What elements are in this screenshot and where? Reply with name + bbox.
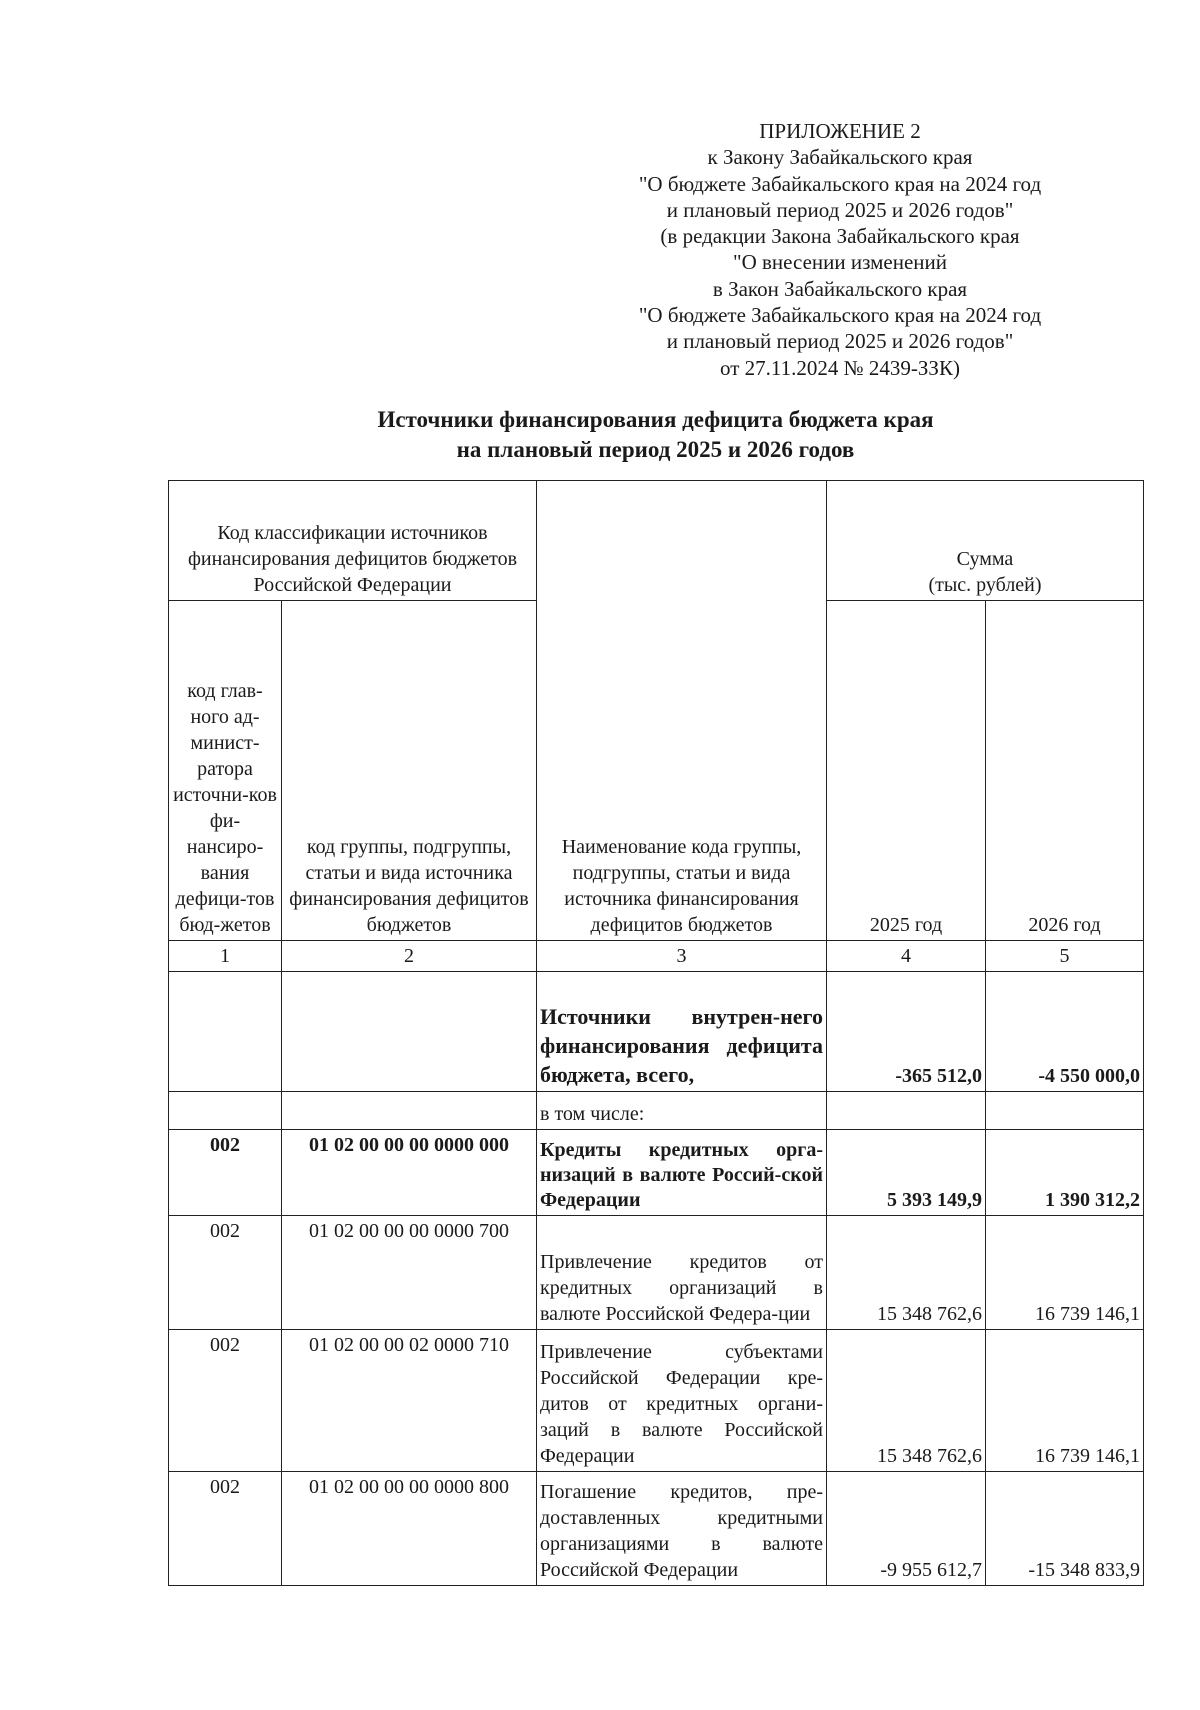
source-code-cell: 01 02 00 00 00 0000 000: [282, 1130, 537, 1216]
amount-2026-cell: 1 390 312,2: [986, 1130, 1144, 1216]
header-sum-label: Сумма: [956, 548, 1014, 570]
source-code-cell: 01 02 00 00 00 0000 800: [282, 1472, 537, 1586]
appendix-line: в Закон Забайкальского края: [712, 276, 968, 301]
table-row: [169, 972, 1144, 1092]
appendix-line: и плановый период 2025 и 2026 годов": [666, 197, 1014, 222]
amount-2025-cell: 5 393 149,9: [827, 1130, 986, 1216]
amount-2025-cell: [827, 1092, 986, 1130]
source-code-cell: [282, 1092, 537, 1130]
appendix-line: от 27.11.2024 № 2439-ЗЗК): [720, 355, 960, 380]
header-sum: [827, 481, 1144, 601]
amount-2025-cell: -9 955 612,7: [827, 1472, 986, 1586]
header-code: код группы, подгруппы, статьи и вида источника финансирования дефицитов бюджетов: [282, 601, 537, 941]
column-number: 5: [986, 941, 1144, 972]
appendix-line: "О бюджете Забайкальского края на 2024 год: [638, 171, 1042, 196]
appendix-header: [560, 118, 1120, 381]
header-name: Наименование кода группы, подгруппы, статьи и вида источника финансирования дефицитов бюджетов: [537, 481, 827, 941]
column-number: 2: [282, 941, 537, 972]
amount-2025-cell: 15 348 762,6: [827, 1330, 986, 1472]
header-year-2026: 2026 год: [986, 601, 1144, 941]
financing-sources-table: [168, 480, 1144, 1586]
amount-2026-cell: 16 739 146,1: [986, 1330, 1144, 1472]
table-row: [169, 1330, 1144, 1472]
table-row: [169, 1092, 1144, 1130]
source-name-cell: Источники внутрен-него финансирования дефицита бюджета, всего,: [537, 972, 827, 1092]
amount-2025-cell: 15 348 762,6: [827, 1216, 986, 1330]
table-row: [169, 1216, 1144, 1330]
source-code-cell: 01 02 00 00 02 0000 710: [282, 1330, 537, 1472]
amount-2026-cell: [986, 1092, 1144, 1130]
appendix-line: и плановый период 2025 и 2026 годов": [666, 329, 1014, 354]
amount-2026-cell: -15 348 833,9: [986, 1472, 1144, 1586]
column-numbers-row: [169, 941, 1144, 972]
column-number: 3: [537, 941, 827, 972]
document-title-line: Источники финансирования дефицита бюджета края: [377, 407, 934, 432]
document-title-line: на плановый период 2025 и 2026 годов: [456, 437, 855, 462]
source-name-cell: в том числе:: [537, 1092, 827, 1130]
appendix-line: к Закону Забайкальского края: [707, 145, 973, 170]
appendix-line: (в редакции Закона Забайкальского края: [660, 224, 1020, 249]
source-name-cell: Привлечение субъектами Российской Федерации кре-дитов от кредитных органи-заций в валюте Российской Федерации: [537, 1330, 827, 1472]
source-name-cell: Кредиты кредитных орга-низаций в валюте Россий-ской Федерации: [537, 1130, 827, 1216]
appendix-line: "О внесении изменений: [733, 250, 947, 275]
admin-code-cell: 002: [169, 1472, 282, 1586]
amount-2026-cell: 16 739 146,1: [986, 1216, 1144, 1330]
header-sum-unit: (тыс. рублей): [928, 574, 1042, 596]
table-row: [169, 1472, 1144, 1586]
column-number: 4: [827, 941, 986, 972]
table-header-row: [169, 481, 1144, 601]
header-admin: код глав-ного ад-минист-ратора источни-ков фи-нансиро-вания дефици-тов бюд-жетов: [169, 601, 282, 941]
source-code-cell: 01 02 00 00 00 0000 700: [282, 1216, 537, 1330]
column-number: 1: [169, 941, 282, 972]
amount-2026-cell: -4 550 000,0: [986, 972, 1144, 1092]
admin-code-cell: 002: [169, 1130, 282, 1216]
admin-code-cell: 002: [169, 1216, 282, 1330]
appendix-line: "О бюджете Забайкальского края на 2024 год: [638, 303, 1042, 328]
admin-code-cell: 002: [169, 1330, 282, 1472]
admin-code-cell: [169, 972, 282, 1092]
source-name-cell: Привлечение кредитов от кредитных организаций в валюте Российской Федера-ции: [537, 1216, 827, 1330]
table-row: [169, 1130, 1144, 1216]
source-name-cell: Погашение кредитов, пре-доставленных кредитными организациями в валюте Российской Федерации: [537, 1472, 827, 1586]
header-code-group: Код классификации источников финансирования дефицитов бюджетов Российской Федерации: [169, 481, 537, 601]
source-code-cell: [282, 972, 537, 1092]
amount-2025-cell: -365 512,0: [827, 972, 986, 1092]
header-year-2025: 2025 год: [827, 601, 986, 941]
admin-code-cell: [169, 1092, 282, 1130]
appendix-title: ПРИЛОЖЕНИЕ 2: [759, 119, 921, 143]
document-title: [168, 405, 1143, 465]
